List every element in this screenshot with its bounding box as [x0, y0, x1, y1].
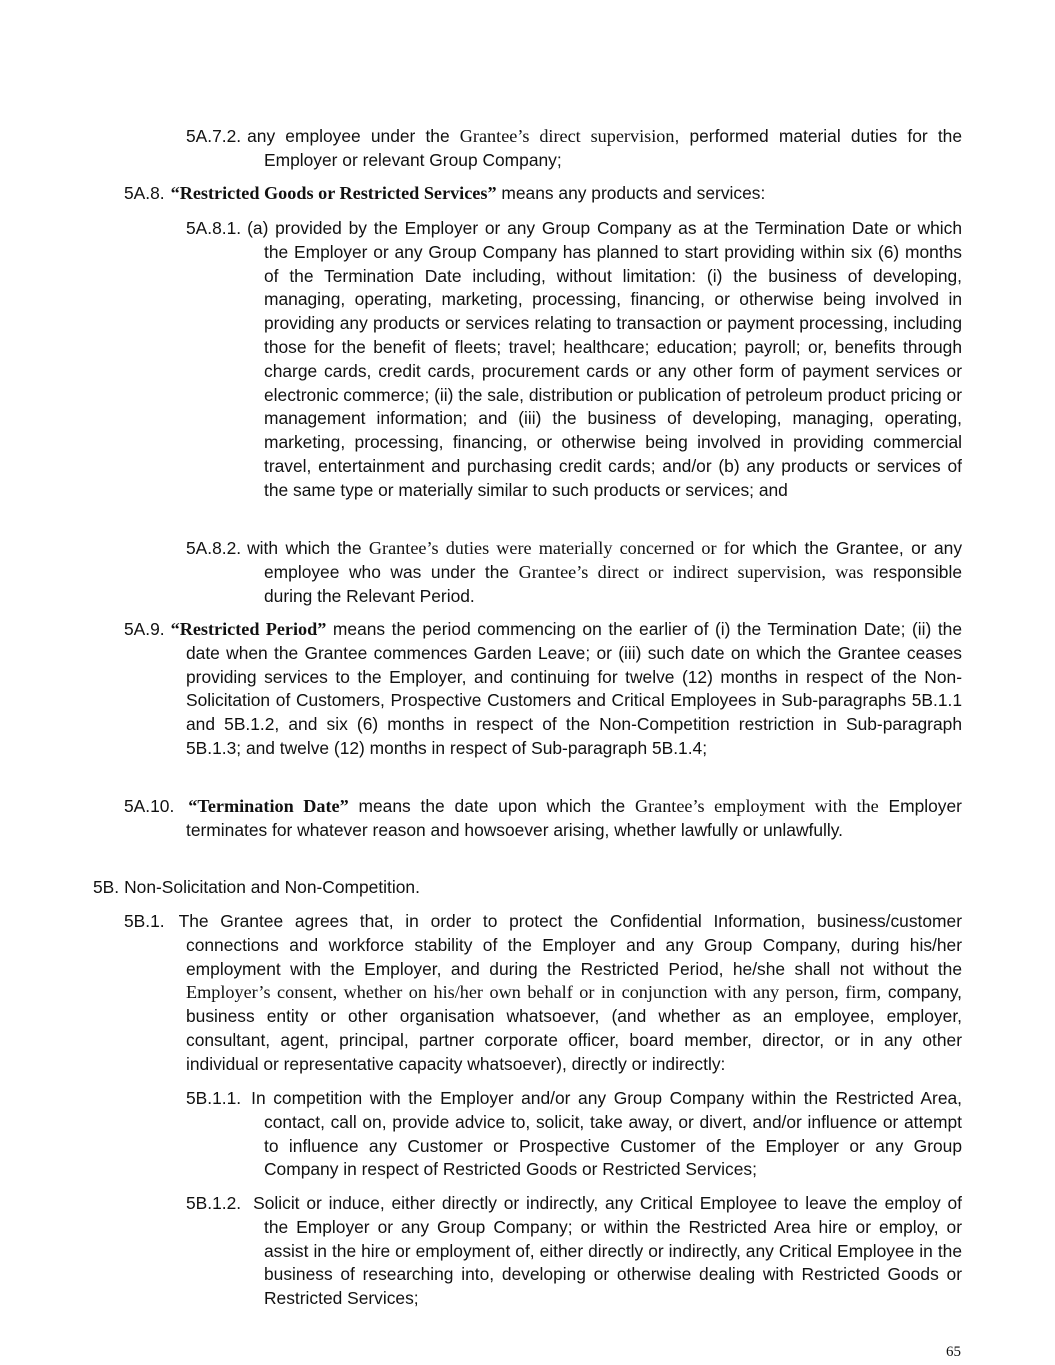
clause-number: 5B.1. — [124, 911, 165, 931]
clause-number: 5A.10. — [124, 796, 175, 816]
clause-text: means any products and services: — [496, 183, 766, 203]
clause-text: , performed material duties for the Employer or relevant Group Company; — [264, 126, 962, 170]
section-title: Non-Solicitation and Non-Competition. — [124, 877, 420, 897]
clause-5a-7-2 — [186, 125, 962, 173]
clause-text: The Grantee agrees that, in order to protect the Confidential Information, business/customer connections and workforce stability of the Employer and any Group Company, during his/her employment with the Employer, and during the Restricted Period, he/she shall not without the — [178, 911, 962, 979]
clause-5b-1-1 — [186, 1087, 962, 1182]
clause-text-serif: Employer’s consent, whether on his/her own behalf or in conjunction with any person, firm, — [186, 982, 882, 1003]
defined-term: “Termination Date” — [188, 796, 349, 816]
clause-text: Employer terminates for whatever reason and howsoever arising, whether lawfully or unlawfully. — [186, 796, 962, 840]
clause-text: In competition with the Employer and/or any Group Company within the Restricted Area, contact, call on, provide advice to, solicit, take away, or divert, and/or influence or attempt to influence any Customer or Prospective Customer of the Employer or any Group Company in respect of Restricted Goods or Restricted Services; — [251, 1088, 962, 1180]
clause-text: company, business entity or other organisation whatsoever, (and whether as an employee, employer, consultant, agent, principal, partner corporate officer, board member, director, or in any other individual or representative capacity whatsoever), directly or indirectly: — [186, 982, 963, 1074]
clause-text: (a) provided by the Employer or any Group Company as at the Termination Date or which the Employer or any Group Company has planned to start providing within six (6) months of the Termination Date including, without limitation: (i) the business of developing, managing, operating, marketing, processing, financing, or otherwise being involved in providing any products or services relating to transaction or payment processing, including those for the benefit of fleets; travel; healthcare; education; payroll; or, benefits through charge cards, credit cards, procurement cards or any other form of payment services or electronic commerce; (ii) the sale, distribution or publication of petroleum product pricing or management information; and (iii) the business of developing, managing, operating, marketing, processing, financing, or otherwise being involved in providing commercial travel, entertainment and purchasing credit cards; and/or (b) any products or services of the same type or materially similar to such products or services; and — [247, 218, 962, 500]
clause-5a-10 — [124, 795, 962, 843]
clause-number: 5A.8.1. — [186, 218, 242, 238]
clause-number: 5A.8.2. — [186, 538, 242, 558]
clause-text: responsible during the Relevant Period. — [264, 561, 962, 606]
section-number: 5B. — [93, 877, 120, 897]
clause-text: any employee under the — [247, 126, 460, 146]
clause-5a-8 — [124, 182, 962, 206]
clause-number: 5A.9. — [124, 619, 165, 639]
clause-number: 5A.7.2. — [186, 126, 242, 146]
clause-text-serif: Grantee’s employment with the — [634, 796, 879, 816]
clause-text: or which the Grantee, or any employee who was under the — [264, 538, 963, 582]
clause-5a-8-1 — [186, 217, 962, 503]
clause-text: with which the — [247, 538, 369, 558]
clause-number: 5B.1.1. — [186, 1088, 242, 1108]
clause-text: Solicit or induce, either directly or indirectly, any Critical Employee to leave the employ of the Employer or any Group Company; or within the Restricted Area hire or employ, or assist in the hire or employment of, either directly or indirectly, any Critical Employee in the business of researching into, developing or otherwise dealing with Restricted Goods or Restricted Services; — [253, 1193, 962, 1309]
clause-5b-1-2 — [186, 1192, 962, 1311]
section-heading-5b — [93, 876, 962, 900]
clause-5b-1 — [124, 910, 962, 1077]
clause-number: 5A.8. — [124, 183, 165, 203]
page-number: 65 — [946, 1344, 961, 1360]
defined-term: “Restricted Goods or Restricted Services” — [170, 183, 497, 203]
clause-text: means the date upon which the — [348, 796, 635, 816]
clause-text-serif: Grantee’s direct or indirect supervision, was — [518, 561, 864, 582]
clause-text: means the period commencing on the earlier of (i) the Termination Date; (ii) the date when the Grantee commences Garden Leave; or (iii) such date on which the Grantee ceases providing services to the Employer, and continuing for twelve (12) months in respect of the Non-Solicitation of Customers, Prospective Customers and Critical Employees in Sub-paragraphs 5B.1.1 and 5B.1.2, and six (6) months in respect of the Non-Competition restriction in Sub-paragraph 5B.1.3; and twelve (12) months in respect of Sub-paragraph 5B.1.4; — [186, 619, 962, 758]
clause-5a-9 — [124, 618, 962, 761]
defined-term: “Restricted Period” — [170, 619, 327, 639]
clause-text-serif: Grantee’s direct supervision — [459, 126, 675, 146]
clause-number: 5B.1.2. — [186, 1193, 242, 1213]
clause-5a-8-2 — [186, 537, 962, 608]
clause-text-serif: Grantee’s duties were materially concerned or f — [368, 538, 730, 558]
